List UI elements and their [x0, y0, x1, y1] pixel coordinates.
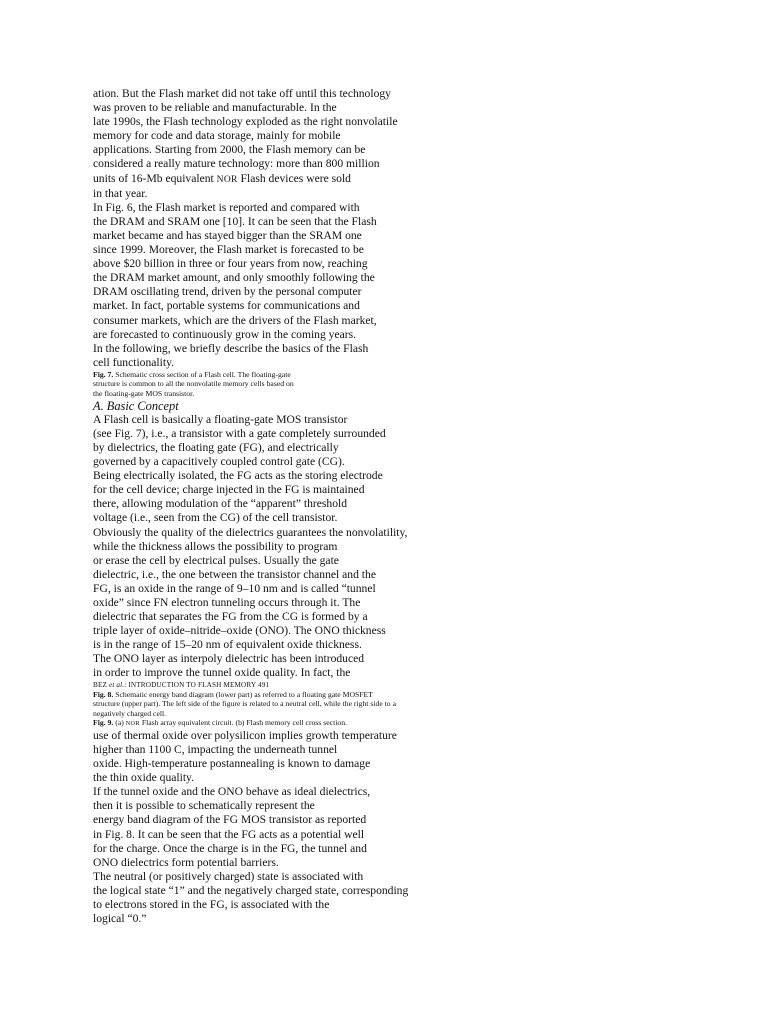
nor-abbreviation: NOR: [216, 174, 238, 185]
text-line: in Fig. 8. It can be seen that the FG acts as a potential well: [93, 827, 365, 841]
caption-line: structure is common to all the nonvolatile memory cells based on: [93, 379, 294, 389]
text-line: in that year.: [93, 186, 148, 200]
caption-line: [93, 690, 523, 700]
text-line: oxide. High-temperature postannealing is known to damage: [93, 757, 371, 771]
text-line: the thin oxide quality.: [93, 771, 194, 785]
text-line: considered a really mature technology: more than 800 million: [93, 157, 380, 171]
text-line: voltage (i.e., seen from the CG) of the cell transistor.: [93, 511, 338, 525]
text-line: FG, is an oxide in the range of 9‒10 nm and is called “tunnel: [93, 581, 376, 595]
figure-label: Fig. 9.: [93, 718, 114, 728]
text-line: use of thermal oxide over polysilicon implies growth temperature: [93, 728, 397, 742]
text-line: ation. But the Flash market did not take off until this technology: [93, 87, 391, 100]
text-line: is in the range of 15‒20 nm of equivalent oxide thickness.: [93, 638, 362, 652]
body-paragraph-block-4: [93, 729, 523, 926]
text-line: to electrons stored in the FG, is associated with the: [93, 898, 330, 912]
text-line: was proven to be reliable and manufacturable. In the: [93, 101, 337, 115]
text-line: for the charge. Once the charge is in the FG, the tunnel and: [93, 841, 367, 855]
fig8-caption: [93, 690, 523, 719]
text-fragment: units of 16-Mb equivalent: [93, 171, 217, 185]
text-line: Obviously the quality of the dielectrics guarantees the nonvolatility,: [93, 525, 408, 539]
text-line: A Flash cell is basically a floating-gate MOS transistor: [93, 412, 348, 426]
text-line: In the following, we briefly describe the basics of the Flash: [93, 341, 369, 355]
text-line: by dielectrics, the floating gate (FG), and electrically: [93, 440, 339, 454]
caption-line: negatively charged cell.: [93, 708, 167, 718]
text-line: DRAM oscillating trend, driven by the personal computer: [93, 285, 362, 299]
caption-text: Flash array equivalent circuit. (b) Flash memory cell cross section.: [139, 718, 347, 728]
text-line: In Fig. 6, the Flash market is reported and compared with: [93, 200, 360, 214]
text-line: the DRAM and SRAM one [10]. It can be seen that the Flash: [93, 214, 377, 228]
text-line: then it is possible to schematically represent the: [93, 799, 315, 813]
caption-text: (a): [113, 718, 126, 728]
running-head-etal: et al.: [108, 680, 125, 689]
text-line: above $20 billion in three or four years from now, reaching: [93, 257, 368, 271]
caption-text: Schematic cross section of a Flash cell. The floating-gate: [113, 369, 291, 379]
text-line: the logical state “1” and the negatively charged state, corresponding: [93, 883, 409, 897]
text-line: for the cell device; charge injected in the FG is maintained: [93, 483, 365, 497]
section-heading: A. Basic Concept: [93, 398, 179, 413]
caption-line: the floating-gate MOS transistor.: [93, 389, 195, 399]
fig7-caption: [93, 370, 523, 399]
text-line: there, allowing modulation of the “apparent” threshold: [93, 497, 348, 511]
figure-label: Fig. 7.: [93, 369, 114, 379]
text-line: triple layer of oxide‒nitride‒oxide (ONO). The ONO thickness: [93, 624, 386, 638]
text-line: are forecasted to continuously grow in the coming years.: [93, 327, 357, 341]
text-line: memory for code and data storage, mainly for mobile: [93, 129, 341, 143]
text-line: Being electrically isolated, the FG acts as the storing electrode: [93, 469, 383, 483]
fig9-caption: [93, 718, 523, 729]
text-line: market. In fact, portable systems for communications and: [93, 299, 360, 313]
text-line: applications. Starting from 2000, the Flash memory can be: [93, 143, 366, 157]
text-line: If the tunnel oxide and the ONO behave as ideal dielectrics,: [93, 785, 371, 799]
text-line: cell functionality.: [93, 355, 175, 369]
text-line: or erase the cell by electrical pulses. Usually the gate: [93, 553, 339, 567]
body-paragraph-block-1: [93, 87, 523, 187]
paper-page: [93, 87, 523, 926]
text-line: The neutral (or positively charged) state is associated with: [93, 869, 364, 883]
text-line: since 1999. Moreover, the Flash market is forecasted to be: [93, 243, 364, 257]
text-line: market became and has stayed bigger than the SRAM one: [93, 228, 362, 242]
nor-abbreviation: NOR: [125, 720, 140, 728]
caption-line: [93, 718, 523, 729]
text-line: ONO dielectrics form potential barriers.: [93, 855, 279, 869]
text-line: energy band diagram of the FG MOS transistor as reported: [93, 813, 367, 827]
text-line: the DRAM market amount, and only smoothly following the: [93, 271, 375, 285]
text-line: while the thickness allows the possibility to program: [93, 539, 338, 553]
caption-line: structure (upper part). The left side of the figure is related to a neutral cell, while the right side to a: [93, 699, 396, 709]
text-line: logical “0.”: [93, 912, 147, 926]
running-head: [93, 681, 523, 690]
text-line: governed by a capacitively coupled control gate (CG).: [93, 455, 345, 469]
running-head-title: : INTRODUCTION TO FLASH MEMORY 491: [124, 680, 270, 689]
text-line: oxide” since FN electron tunneling occurs through it. The: [93, 595, 361, 609]
text-line: dielectric that separates the FG from the CG is formed by a: [93, 610, 368, 624]
text-line: higher than 1100 C, impacting the underneath tunnel: [93, 743, 338, 756]
body-paragraph-block-2: [93, 187, 523, 370]
figure-label: Fig. 8.: [93, 689, 114, 699]
text-line: [93, 172, 523, 187]
text-line: late 1990s, the Flash technology exploded as the right nonvolatile: [93, 115, 398, 129]
caption-line: [93, 370, 523, 380]
text-line: consumer markets, which are the drivers of the Flash market,: [93, 313, 377, 327]
body-paragraph-block-3: [93, 413, 523, 681]
text-line: The ONO layer as interpoly dielectric has been introduced: [93, 652, 365, 666]
caption-text: Schematic energy band diagram (lower part) as referred to a floating gate MOSFET: [113, 689, 373, 699]
running-head-author: BEZ: [93, 680, 109, 689]
text-fragment: Flash devices were sold: [237, 171, 351, 185]
text-line: dielectric, i.e., the one between the transistor channel and the: [93, 567, 376, 581]
text-line: (see Fig. 7), i.e., a transistor with a gate completely surrounded: [93, 426, 386, 440]
text-line: in order to improve the tunnel oxide quality. In fact, the: [93, 666, 351, 680]
